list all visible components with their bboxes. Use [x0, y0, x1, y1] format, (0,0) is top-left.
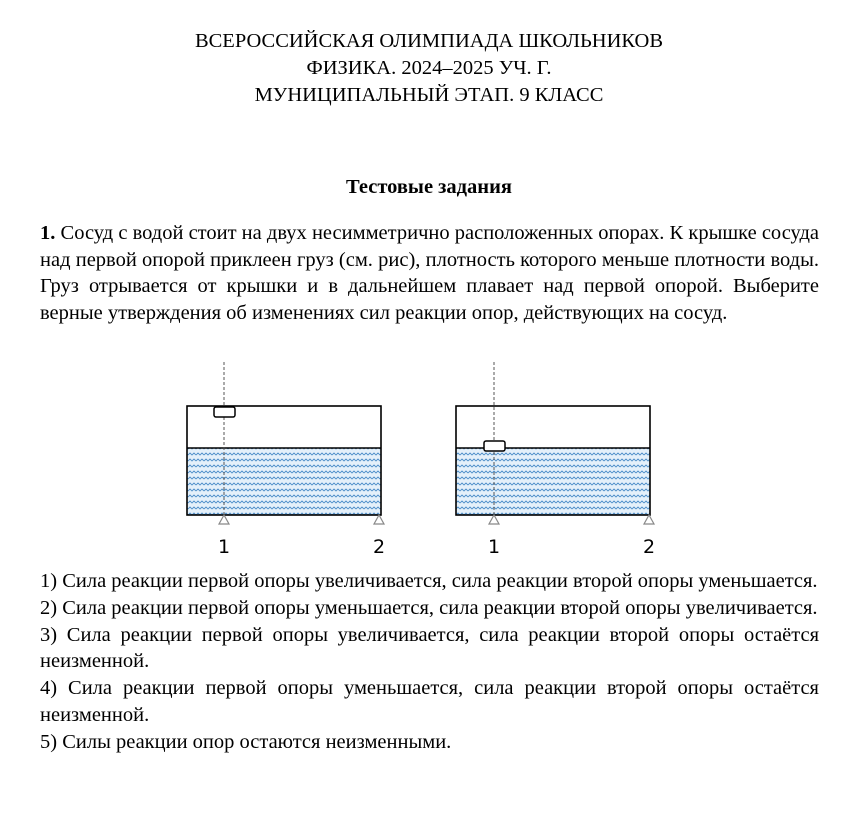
water-waves-before — [187, 448, 381, 515]
option-text: Силы реакции опор остаются неизменными. — [62, 730, 452, 753]
option-text: Сила реакции первой опоры увеличивается, сила реакции второй опоры уменьшается. — [62, 570, 818, 592]
problem-statement — [40, 220, 819, 326]
document-header — [0, 28, 858, 109]
option-text: Сила реакции первой опоры уменьшается, сила реакции второй опоры остаётся неизменной. — [40, 677, 819, 726]
vessel-before — [187, 362, 385, 558]
support-label-1: 1 — [487, 536, 501, 558]
support-label-2: 2 — [642, 536, 656, 558]
support-triangle-icon — [219, 515, 229, 524]
vessel-diagram — [180, 362, 660, 562]
header-line-olympiad: ВСЕРОССИЙСКАЯ ОЛИМПИАДА ШКОЛЬНИКОВ — [194, 30, 664, 52]
water-waves-after — [456, 448, 650, 515]
vessel-after — [456, 362, 655, 558]
answer-option-1 — [40, 568, 819, 595]
answer-option-4 — [40, 675, 819, 729]
header-line-subject: ФИЗИКА. 2024–2025 УЧ. Г. — [306, 57, 552, 79]
answer-options — [40, 568, 819, 756]
answer-option-3 — [40, 622, 819, 676]
weight-floating — [484, 441, 505, 451]
answer-option-2 — [40, 595, 819, 622]
support-triangle-icon — [644, 515, 654, 524]
problem-text: Сосуд с водой стоит на двух несимметрично расположенных опорах. К крышке сосуда над первой опорой приклеен груз (см. рис), плотность которого меньше плотности воды. Груз отрывается от крышки и в дальнейшем плавает над первой опорой. Выберите верные утверждения об изменениях сил реакции опор, действующих на сосуд. — [40, 222, 820, 324]
problem-number: 1. — [40, 222, 56, 244]
option-text: Сила реакции первой опоры уменьшается, сила реакции второй опоры увеличивается. — [62, 596, 818, 619]
support-label-2: 2 — [372, 536, 386, 558]
support-label-1: 1 — [217, 536, 231, 558]
weight-attached-to-lid — [214, 407, 235, 417]
vessel-figure — [180, 362, 660, 562]
option-number: 5) — [40, 730, 58, 753]
option-number: 4) — [40, 677, 58, 700]
option-number: 2) — [40, 596, 58, 619]
section-title: Тестовые задания — [345, 176, 512, 198]
support-triangle-icon — [489, 515, 499, 524]
option-text: Сила реакции первой опоры увеличивается, сила реакции второй опоры остаётся неизменной. — [40, 623, 820, 673]
header-line-stage: МУНИЦИПАЛЬНЫЙ ЭТАП. 9 КЛАСС — [254, 84, 604, 106]
support-triangle-icon — [374, 515, 384, 524]
option-number: 3) — [40, 623, 58, 646]
answer-option-5 — [40, 729, 819, 756]
option-number: 1) — [40, 570, 58, 592]
